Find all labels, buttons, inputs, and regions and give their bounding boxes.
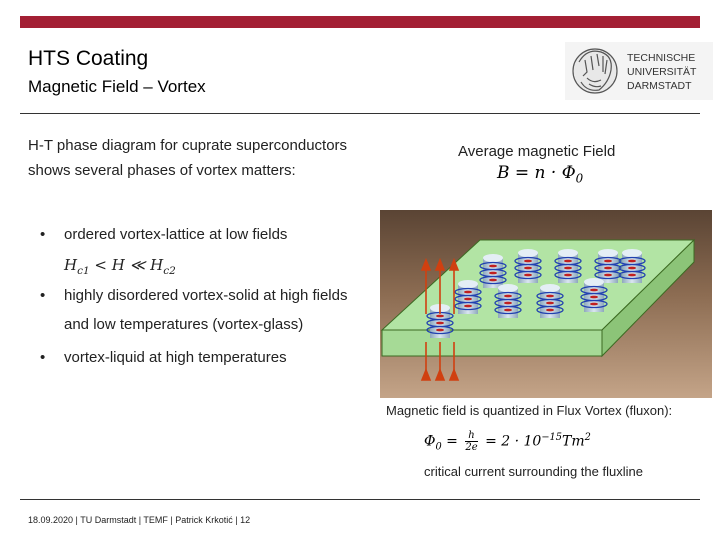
vortex-icon xyxy=(537,284,563,318)
vortex-icon xyxy=(495,284,521,318)
bullet-1-text: ordered vortex-lattice at low fields xyxy=(64,226,288,243)
logo-line-1: TECHNISCHE xyxy=(627,52,696,64)
critical-current-label: critical current surrounding the fluxline xyxy=(424,464,643,479)
bullet-icon: • xyxy=(40,349,46,366)
phi-unit: Tm xyxy=(562,433,585,450)
phi-value: = 2 · 10 xyxy=(480,433,542,450)
slide-subtitle: Magnetic Field – Vortex xyxy=(28,77,206,96)
phi-subscript: 0 xyxy=(435,441,442,453)
equals-sign: = xyxy=(441,433,463,450)
flux-vortex-diagram xyxy=(380,210,712,398)
footer-divider xyxy=(20,499,700,500)
vortex-icon xyxy=(619,249,645,283)
hc2-subscript: c2 xyxy=(163,265,176,277)
intro-text xyxy=(28,133,388,183)
hc1-symbol: H xyxy=(64,256,78,274)
vortex-icon xyxy=(480,254,506,288)
avg-eq-subscript: 0 xyxy=(575,171,584,186)
logo-line-3: DARMSTADT xyxy=(627,80,692,92)
slide-title: HTS Coating xyxy=(28,47,149,70)
h-over-2e-fraction xyxy=(465,430,477,453)
footer-text: 18.09.2020 | TU Darmstadt | TEMF | Patrick Krkotić | 12 xyxy=(28,515,251,525)
flux-quantum-equation xyxy=(424,430,591,453)
quantization-label: Magnetic field is quantized in Flux Vortex (fluxon): xyxy=(386,403,673,418)
bullet-icon: • xyxy=(40,287,46,304)
phi-symbol: Φ xyxy=(424,433,436,450)
inequality-relation: < H ≪ xyxy=(89,256,151,274)
logo-line-2: UNIVERSITÄT xyxy=(627,66,697,78)
bullet-icon: • xyxy=(40,226,46,243)
intro-line-1: H-T phase diagram for cuprate superconductors xyxy=(28,137,348,154)
athena-head-icon xyxy=(573,49,617,93)
vortex-icon xyxy=(515,249,541,283)
intro-line-2: shows several phases of vortex matters: xyxy=(28,162,296,179)
hc2-symbol: H xyxy=(150,256,164,274)
phi-exponent: −15 xyxy=(541,431,563,443)
vortex-icon xyxy=(555,249,581,283)
bullet-2-text: highly disordered vortex-solid at high fields xyxy=(64,287,348,304)
phi-unit-exponent: 2 xyxy=(584,431,591,443)
tu-darmstadt-logo xyxy=(565,42,713,100)
bullet-2-text-cont: and low temperatures (vortex-glass) xyxy=(64,316,304,333)
header-divider xyxy=(20,113,700,114)
hc1-subscript: c1 xyxy=(77,265,90,277)
bullet-3-text: vortex-liquid at high temperatures xyxy=(64,349,287,366)
average-field-label: Average magnetic Field xyxy=(458,143,616,160)
slab-front-face xyxy=(382,330,602,356)
vortex-icon xyxy=(581,278,607,312)
fraction-numerator: h xyxy=(465,430,477,442)
fraction-denominator: 2e xyxy=(465,442,478,453)
vortex-icon xyxy=(455,280,481,314)
field-inequality xyxy=(64,254,176,282)
average-field-equation xyxy=(497,163,583,185)
avg-eq-lhs: B = n · Φ xyxy=(497,163,576,183)
vortex-icon xyxy=(595,249,621,283)
accent-bar xyxy=(20,16,700,28)
